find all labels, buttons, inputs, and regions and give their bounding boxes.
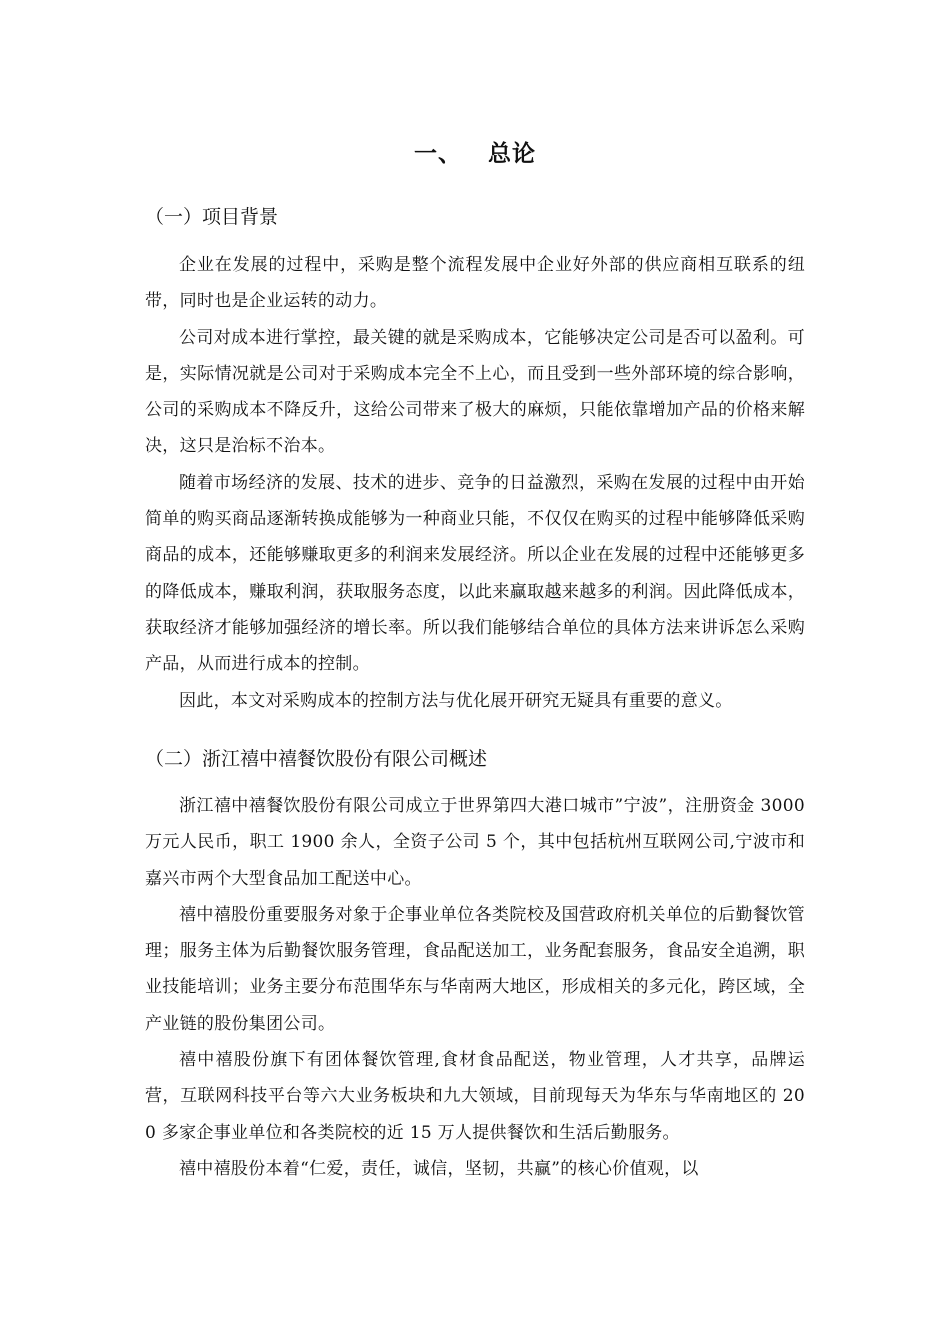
chapter-title xyxy=(0,135,950,168)
paragraph: 公司对成本进行掌控，最关键的就是采购成本，它能够决定公司是否可以盈利。可是，实际情况就是公司对于采购成本完全不上心，而且受到一些外部环境的综合影响，公司的采购成本不降反升，这给公司带来了极大的麻烦，只能依靠增加产品的价格来解决，这只是治标不治本。 xyxy=(145,327,805,457)
section-heading-background: （一）项目背景 xyxy=(145,206,279,228)
paragraph: 企业在发展的过程中，采购是整个流程发展中企业好外部的供应商相互联系的纽带，同时也是企业运转的动力。 xyxy=(145,255,805,312)
paragraph: 浙江禧中禧餐饮股份有限公司成立于世界第四大港口城市”宁波”，注册资金 3000 万元人民币，职工 1900 余人，全资子公司 5 个，其中包括杭州互联网公司,宁波市和嘉兴市两个大型食品加工配送中心。 xyxy=(145,796,805,889)
chapter-number: 一、 xyxy=(414,141,462,167)
paragraph: 禧中禧股份本着“仁爱，责任，诚信，坚韧，共赢”的核心价值观，以 xyxy=(179,1158,699,1179)
paragraph: 禧中禧股份重要服务对象于企事业单位各类院校及国营政府机关单位的后勤餐饮管理；服务主体为后勤餐饮服务管理，食品配送加工，业务配套服务，食品安全追溯，职业技能培训；业务主要分布范围华东与华南两大地区，形成相关的多元化，跨区域，全产业链的股份集团公司。 xyxy=(145,904,805,1034)
paragraph: 因此，本文对采购成本的控制方法与优化展开研究无疑具有重要的意义。 xyxy=(179,690,733,711)
chapter-title-text: 总论 xyxy=(488,141,536,167)
paragraph: 随着市场经济的发展、技术的进步、竞争的日益激烈，采购在发展的过程中由开始简单的购买商品逐渐转换成能够为一种商业只能，不仅仅在购买的过程中能够降低采购商品的成本，还能够赚取更多的利润来发展经济。所以企业在发展的过程中还能够更多的降低成本，赚取利润，获取服务态度，以此来赢取越来越多的利润。因此降低成本，获取经济才能够加强经济的增长率。所以我们能够结合单位的具体方法来讲诉怎么采购产品，从而进行成本的控制。 xyxy=(145,472,805,675)
section-body-company-overview xyxy=(145,788,805,1187)
section-heading-company-overview: （二）浙江禧中禧餐饮股份有限公司概述 xyxy=(145,748,488,770)
paragraph: 禧中禧股份旗下有团体餐饮管理,食材食品配送，物业管理，人才共享，品牌运营，互联网科技平台等六大业务板块和九大领域，目前现每天为华东与华南地区的 200 多家企事业单位和各类院校的近 15 万人提供餐饮和生活后勤服务。 xyxy=(145,1050,805,1143)
section-body-background xyxy=(145,247,805,719)
